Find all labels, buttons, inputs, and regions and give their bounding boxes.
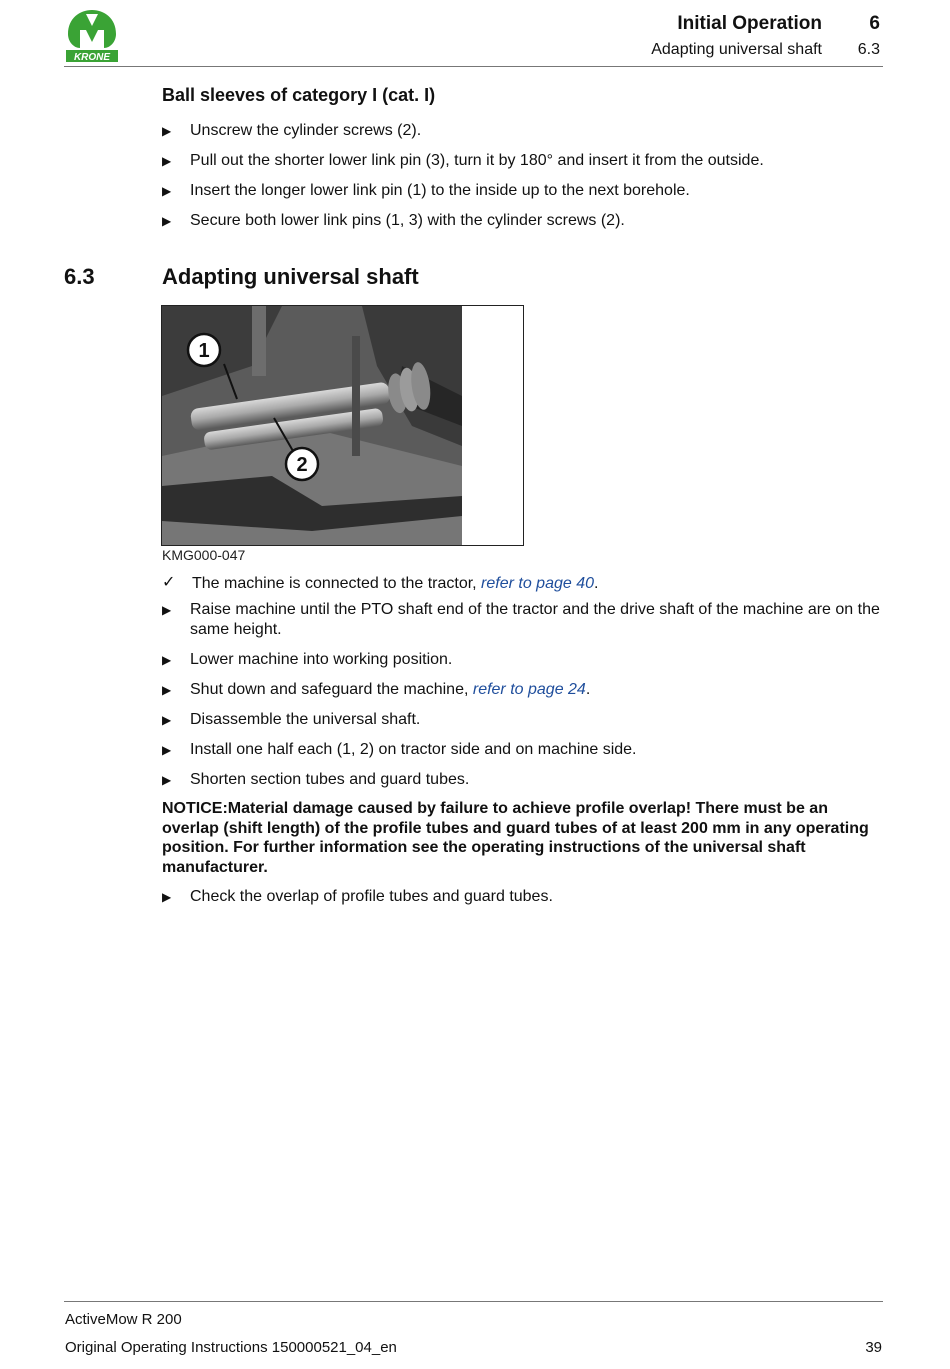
notice-text: NOTICE:Material damage caused by failure to achieve profile overlap! There must be an overlap (shift length) of the profile tubes and guard tubes of at least 200 mm in any operating position. For further information see the operating instructions of the universal shaft manufacturer. — [162, 800, 869, 876]
figure-caption: KMG000-047 — [162, 547, 246, 563]
instruction-step: ▶ Install one half each (1, 2) on tractor side and on machine side. — [162, 741, 637, 758]
bullet-arrow-icon: ▶ — [162, 603, 172, 617]
instruction-step: ▶ Check the overlap of profile tubes and guard tubes. — [162, 888, 553, 905]
bullet-arrow-icon: ▶ — [162, 890, 172, 904]
footer-document: Original Operating Instructions 150000521_04_en — [65, 1339, 397, 1356]
universal-shaft-photo — [161, 305, 524, 546]
bullet-arrow-icon: ▶ — [162, 124, 172, 138]
bullet-arrow-icon: ▶ — [162, 743, 172, 757]
ball-sleeve-step: ▶ Insert the longer lower link pin (1) to the inside up to the next borehole. — [162, 182, 690, 199]
krone-logo-text: KRONE — [73, 52, 111, 63]
bullet-arrow-icon: ▶ — [162, 683, 172, 697]
bullet-arrow-icon: ▶ — [162, 713, 172, 727]
instruction-step: ▶ Disassemble the universal shaft. — [162, 711, 421, 728]
bullet-arrow-icon: ▶ — [162, 773, 172, 787]
bullet-arrow-icon: ▶ — [162, 214, 172, 228]
instruction-step: ▶ Raise machine until the PTO shaft end of the tractor and the drive shaft of the machine are on the same height. — [162, 601, 880, 638]
instruction-step: ▶ Shut down and safeguard the machine, refer to page 24. — [162, 681, 591, 698]
page-reference-link[interactable]: refer to page 24 — [472, 681, 586, 698]
callout-1: 1 — [198, 340, 210, 362]
ball-sleeve-step: ▶ Unscrew the cylinder screws (2). — [162, 122, 422, 139]
section-number-header: 6.3 — [857, 41, 880, 58]
section-heading: Adapting universal shaft — [162, 264, 419, 289]
chapter-title: Initial Operation — [677, 13, 822, 34]
precondition: ✓ The machine is connected to the tractor, refer to page 40. — [162, 574, 599, 592]
ball-sleeve-step: ▶ Pull out the shorter lower link pin (3), turn it by 180° and insert it from the outside. — [162, 152, 764, 169]
section-number: 6.3 — [64, 264, 95, 289]
ball-sleeves-heading: Ball sleeves of category I (cat. I) — [162, 85, 436, 105]
chapter-number: 6 — [869, 13, 880, 34]
krone-logo — [64, 8, 120, 64]
bullet-arrow-icon: ▶ — [162, 653, 172, 667]
footer-divider — [64, 1301, 883, 1302]
callout-2: 2 — [296, 454, 308, 476]
instruction-step: ▶ Shorten section tubes and guard tubes. — [162, 771, 470, 788]
checkmark-icon: ✓ — [162, 574, 176, 591]
bullet-arrow-icon: ▶ — [162, 184, 172, 198]
footer-product: ActiveMow R 200 — [65, 1311, 182, 1328]
instruction-step: ▶ Lower machine into working position. — [162, 651, 453, 668]
section-title-header: Adapting universal shaft — [651, 41, 822, 58]
header-divider — [64, 66, 883, 67]
page-reference-link[interactable]: refer to page 40 — [481, 575, 595, 592]
page-number: 39 — [865, 1339, 882, 1356]
bullet-arrow-icon: ▶ — [162, 154, 172, 168]
ball-sleeve-step: ▶ Secure both lower link pins (1, 3) with the cylinder screws (2). — [162, 212, 625, 229]
